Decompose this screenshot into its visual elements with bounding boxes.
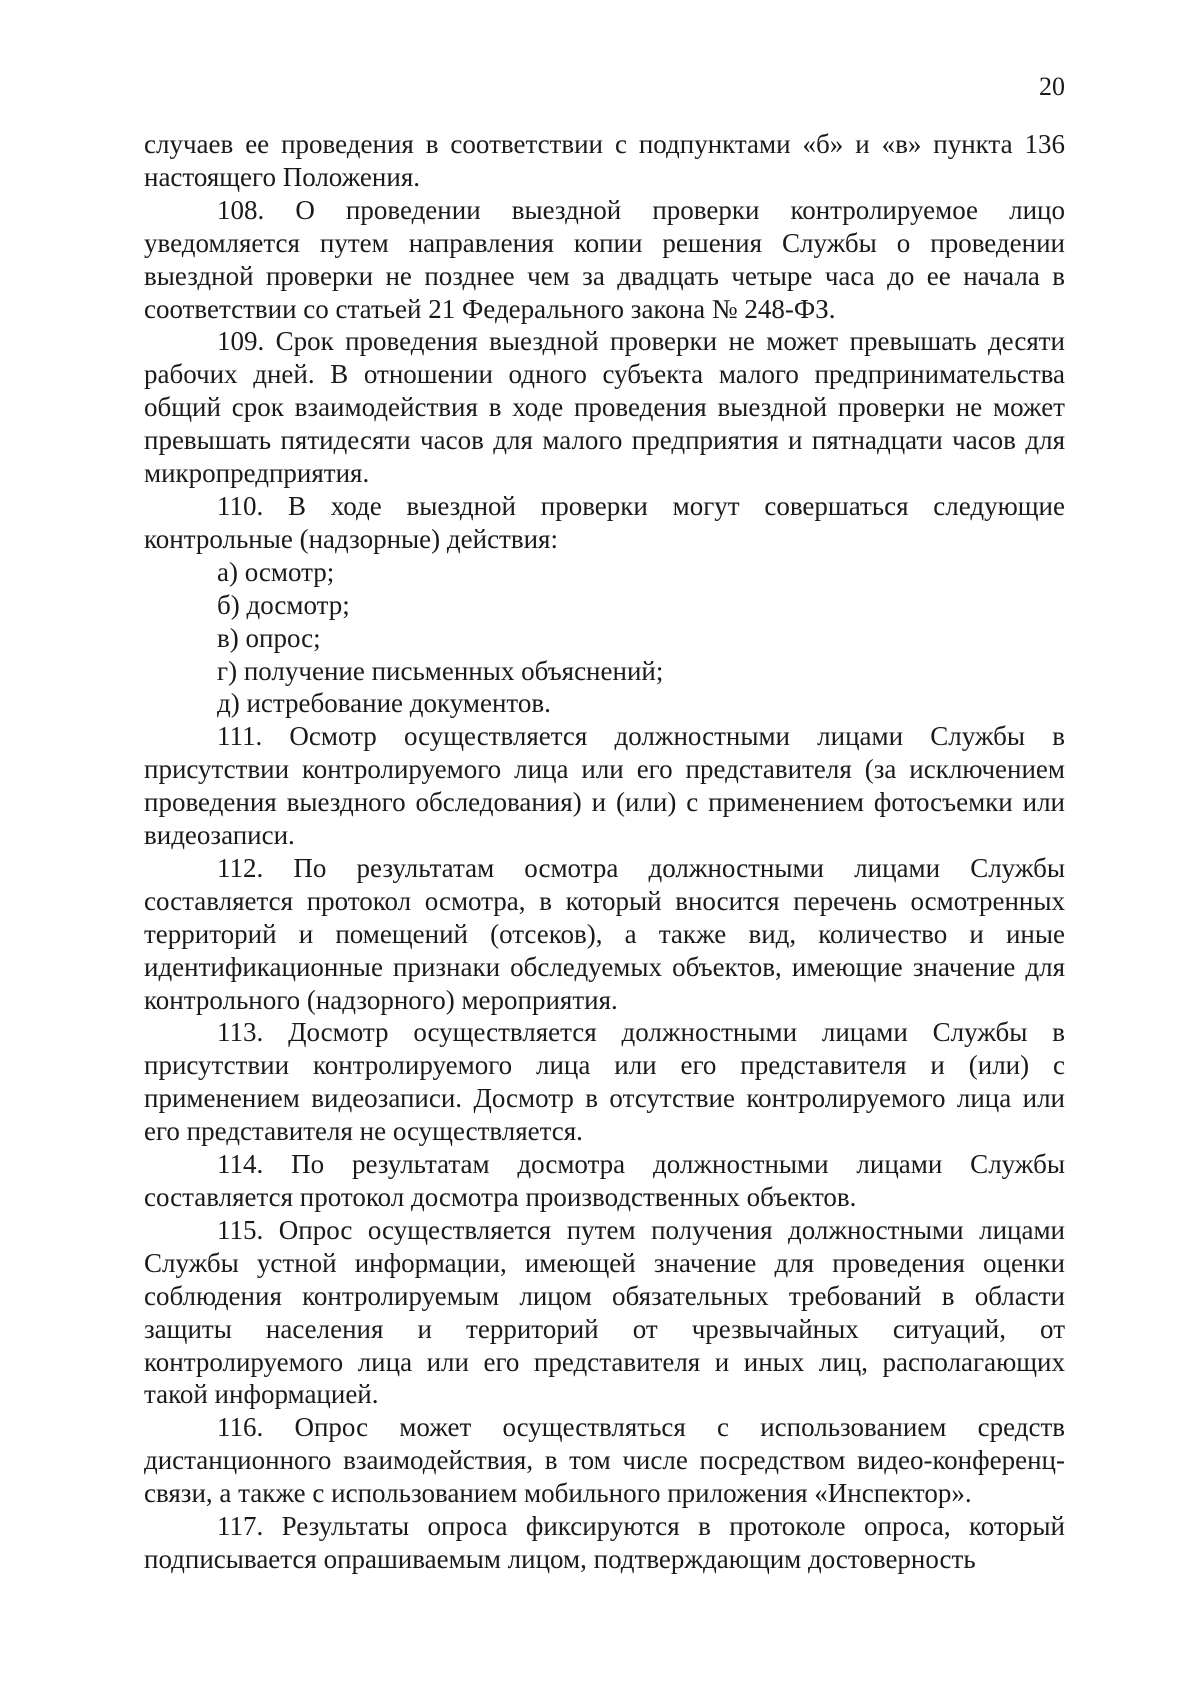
list-item-b: б) досмотр; (217, 589, 350, 620)
paragraph-117: 117. Результаты опроса фиксируются в протоколе опроса, который подписывается опрашиваемым лицом, подтверждающим достоверность (144, 1511, 1065, 1574)
document-body (144, 128, 1065, 1576)
list-item-v: в) опрос; (217, 622, 321, 653)
paragraph-115: 115. Опрос осуществляется путем получения должностными лицами Службы устной информации, имеющей значение для проведения оценки соблюдения контролируемым лицом обязательных требований в области защиты населения и территорий от чрезвычайных ситуаций, от контролируемого лица или его представителя и иных лиц, располагающих такой информацией. (144, 1214, 1065, 1410)
paragraph-112: 112. По результатам осмотра должностными лицами Службы составляется протокол осмотра, в который вносится перечень осмотренных территорий и помещений (отсеков), а также вид, количество и иные идентификационные признаки обследуемых объектов, имеющие значение для контрольного (надзорного) мероприятия. (144, 852, 1065, 1015)
paragraph-110: 110. В ходе выездной проверки могут совершаться следующие контрольные (надзорные) действия: (144, 490, 1065, 554)
paragraph-111: 111. Осмотр осуществляется должностными лицами Службы в присутствии контролируемого лица или его представителя (за исключением проведения выездного обследования) и (или) с применением фотосъемки или видеозаписи. (144, 721, 1065, 851)
paragraph-108: 108. О проведении выездной проверки контролируемое лицо уведомляется путем направления копии решения Службы о проведении выездной проверки не позднее чем за двадцать четыре часа до ее начала в соответствии со статьей 21 Федерального закона № 248-ФЗ. (144, 194, 1065, 324)
paragraph-114: 114. По результатам досмотра должностными лицами Службы составляется протокол досмотра производственных объектов. (144, 1149, 1065, 1212)
list-item-d: д) истребование документов. (217, 688, 551, 719)
paragraph-109: 109. Срок проведения выездной проверки не может превышать десяти рабочих дней. В отношении одного субъекта малого предпринимательства общий срок взаимодействия в ходе проведения выездной проверки не может превышать пятидесяти часов для малого предприятия и пятнадцати часов для микропредприятия. (144, 326, 1065, 489)
list-item-g: г) получение письменных объяснений; (217, 655, 664, 686)
paragraph-continuation: случаев ее проведения в соответствии с подпунктами «б» и «в» пункта 136 настоящего Положения. (144, 129, 1065, 192)
page-number: 20 (1039, 72, 1065, 101)
paragraph-113: 113. Досмотр осуществляется должностными лицами Службы в присутствии контролируемого лица или его представителя и (или) с применением видеозаписи. Досмотр в отсутствие контролируемого лица или его представителя не осуществляется. (144, 1017, 1065, 1147)
list-item-a: а) осмотр; (217, 556, 335, 587)
paragraph-116: 116. Опрос может осуществляться с использованием средств дистанционного взаимодействия, в том числе посредством видео-конференц-связи, а также с использованием мобильного приложения «Инспектор». (144, 1412, 1065, 1509)
